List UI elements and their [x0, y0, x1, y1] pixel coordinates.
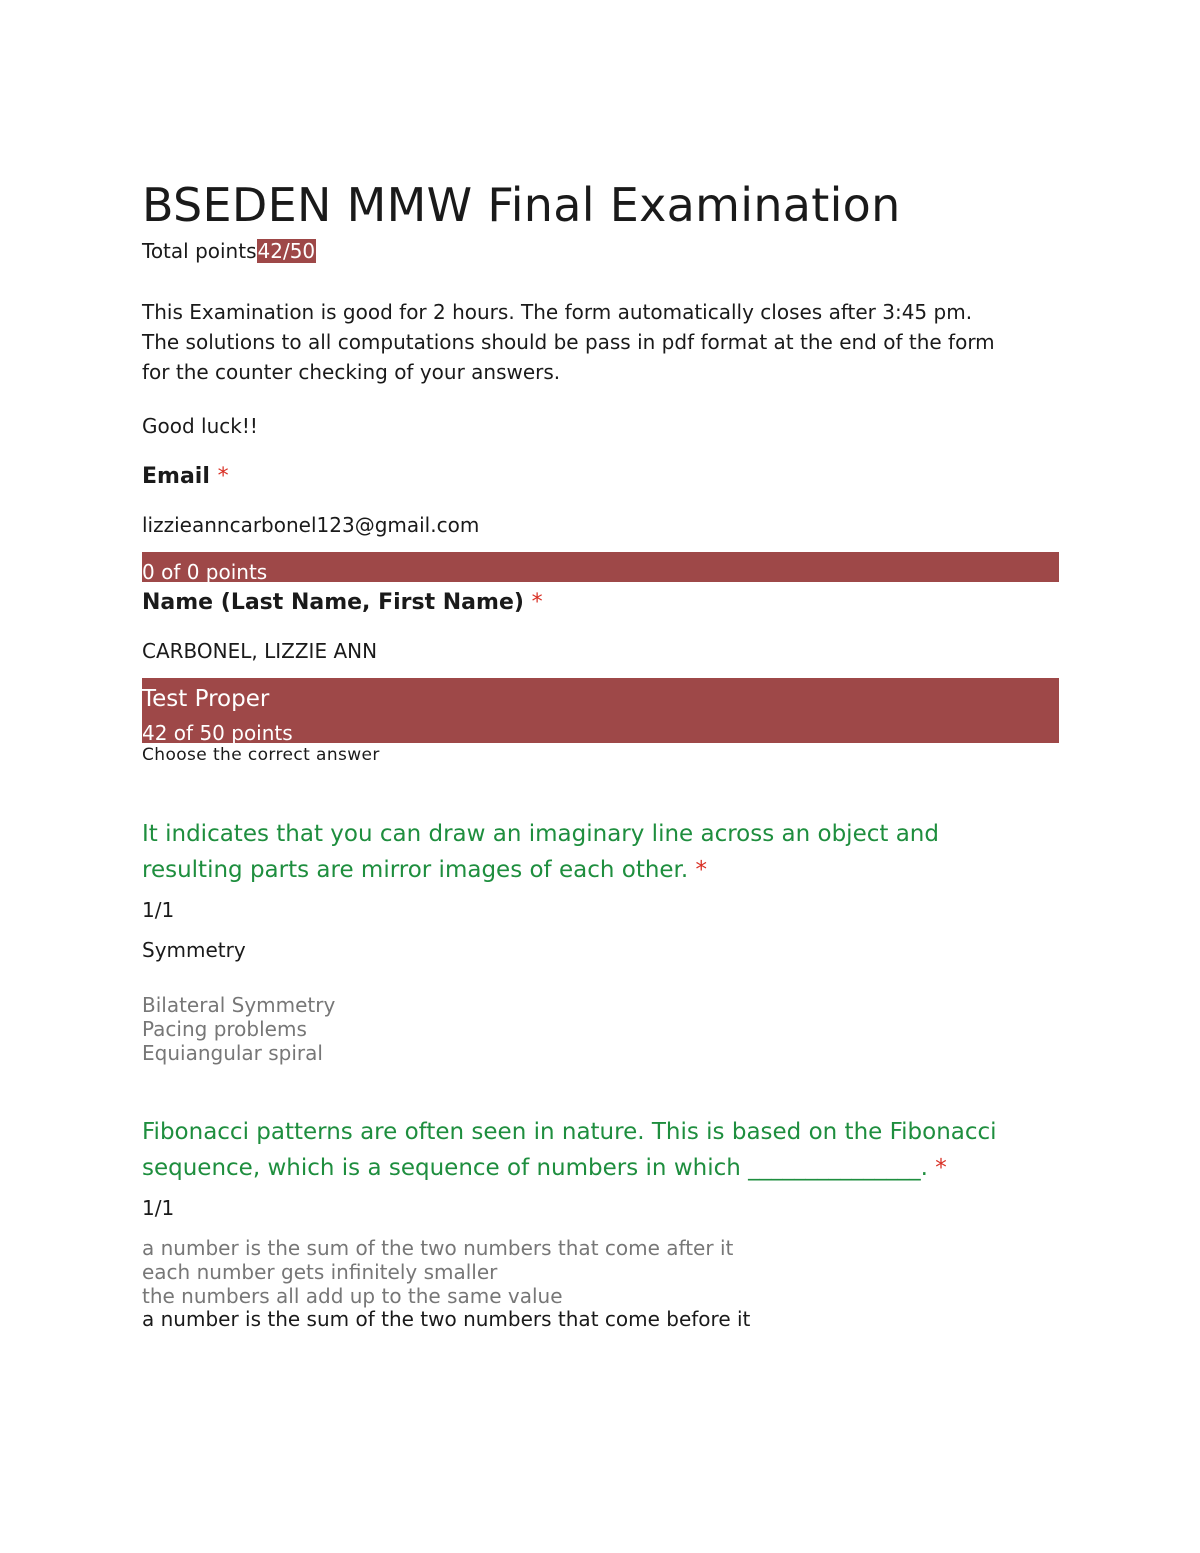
required-asterisk: * [217, 464, 229, 489]
total-points-line [142, 239, 316, 263]
section-points: 42 of 50 points [142, 721, 293, 745]
question-line-text: resulting parts are mirror images of each other. [142, 857, 689, 883]
question-1-text [142, 816, 1059, 888]
question-line: Fibonacci patterns are often seen in nature. This is based on the Fibonacci [142, 1119, 997, 1145]
description-line: The solutions to all computations should be pass in pdf format at the end of the form [142, 330, 995, 354]
answer-option: Equiangular spiral [142, 1041, 323, 1065]
email-label [142, 464, 229, 489]
question-line [142, 852, 1059, 888]
question-1-score: 1/1 [142, 898, 175, 922]
answer-option: a number is the sum of the two numbers that come after it [142, 1236, 734, 1260]
required-asterisk: * [531, 590, 543, 615]
required-asterisk: * [695, 857, 708, 883]
answer-option: Pacing problems [142, 1017, 307, 1041]
section-header-info [142, 552, 1059, 582]
section-instruction: Choose the correct answer [142, 745, 380, 765]
description-line: for the counter checking of your answers. [142, 360, 561, 384]
form-description [142, 297, 1059, 387]
answer-option: Bilateral Symmetry [142, 993, 336, 1017]
name-label [142, 590, 543, 615]
answer-option: the numbers all add up to the same value [142, 1284, 563, 1308]
question-line [142, 1150, 1059, 1186]
section-points: 0 of 0 points [142, 560, 268, 584]
email-value: lizzieanncarbonel123@gmail.com [142, 513, 480, 537]
section-header-test-proper [142, 678, 1059, 743]
question-line: It indicates that you can draw an imaginary line across an object and [142, 821, 939, 847]
question-1-selected-answer: Symmetry [142, 938, 246, 962]
total-points-label: Total points [142, 239, 257, 263]
question-line-text: sequence, which is a sequence of numbers in which _______________. [142, 1155, 928, 1181]
good-luck-text: Good luck!! [142, 414, 258, 438]
form-title: BSEDEN MMW Final Examination [142, 178, 901, 232]
description-line: This Examination is good for 2 hours. The form automatically closes after 3:45 pm. [142, 300, 973, 324]
question-2-score: 1/1 [142, 1196, 175, 1220]
email-label-text: Email [142, 464, 210, 489]
total-points-badge: 42/50 [257, 239, 316, 263]
name-value: CARBONEL, LIZZIE ANN [142, 639, 378, 663]
section-title: Test Proper [142, 686, 270, 712]
question-2-text [142, 1114, 1059, 1186]
question-2-selected-answer: a number is the sum of the two numbers that come before it [142, 1307, 751, 1331]
name-label-text: Name (Last Name, First Name) [142, 590, 524, 615]
answer-option: each number gets infinitely smaller [142, 1260, 498, 1284]
required-asterisk: * [935, 1155, 947, 1181]
